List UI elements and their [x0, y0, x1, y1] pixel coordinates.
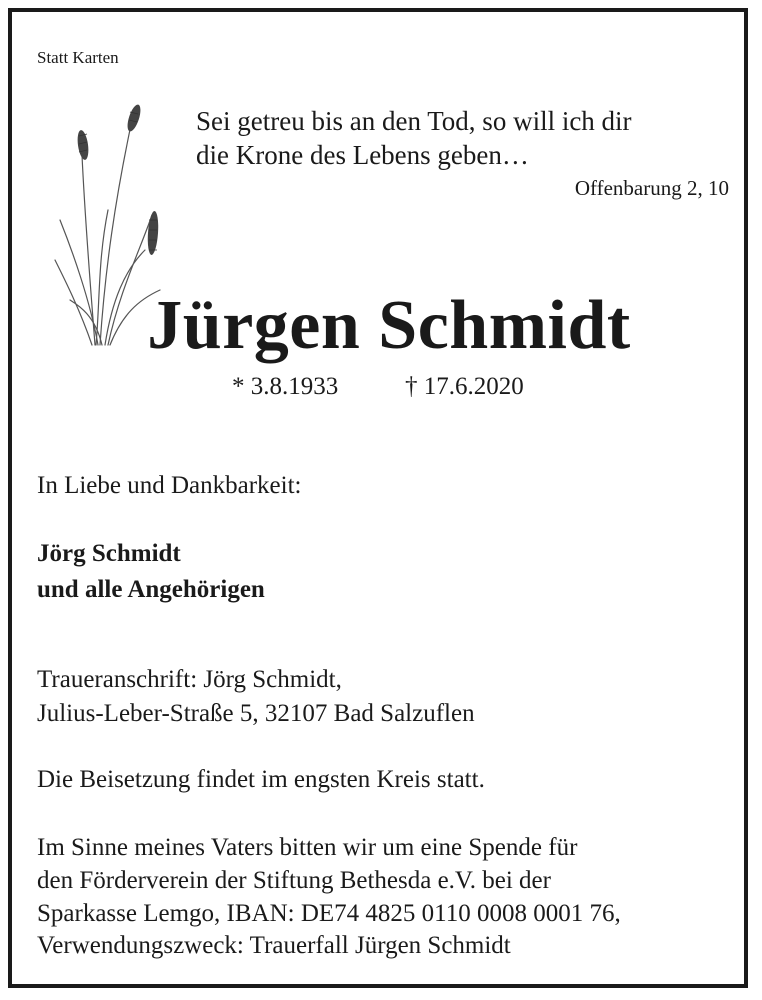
- header-note: Statt Karten: [37, 48, 119, 67]
- donation-line-3: Sparkasse Lemgo, IBAN: DE74 4825 0110 0008 0001 76,: [37, 900, 621, 927]
- mourner-line-2: und alle Angehörigen: [37, 576, 265, 603]
- donation-line-2: den Förderverein der Stiftung Bethesda e.V. bei der: [37, 867, 551, 894]
- donation-line-4: Verwendungszweck: Trauerfall Jürgen Schmidt: [37, 932, 511, 959]
- address-line-2: Julius-Leber-Straße 5, 32107 Bad Salzuflen: [37, 700, 475, 727]
- deceased-name: Jürgen Schmidt: [147, 287, 631, 364]
- dedication: In Liebe und Dankbarkeit:: [37, 472, 302, 499]
- funeral-note: Die Beisetzung findet im engsten Kreis statt.: [37, 766, 485, 793]
- bible-verse: [196, 104, 632, 172]
- verse-line-2: die Krone des Lebens geben…: [196, 140, 529, 170]
- verse-line-1: Sei getreu bis an den Tod, so will ich dir: [196, 106, 632, 136]
- birth-date: * 3.8.1933: [232, 373, 339, 400]
- address-line-1: Traueranschrift: Jörg Schmidt,: [37, 666, 342, 693]
- verse-reference: Offenbarung 2, 10: [574, 176, 729, 200]
- mourner-line-1: Jörg Schmidt: [37, 540, 181, 567]
- donation-line-1: Im Sinne meines Vaters bitten wir um eine Spende für: [37, 834, 578, 861]
- death-date: † 17.6.2020: [405, 373, 524, 400]
